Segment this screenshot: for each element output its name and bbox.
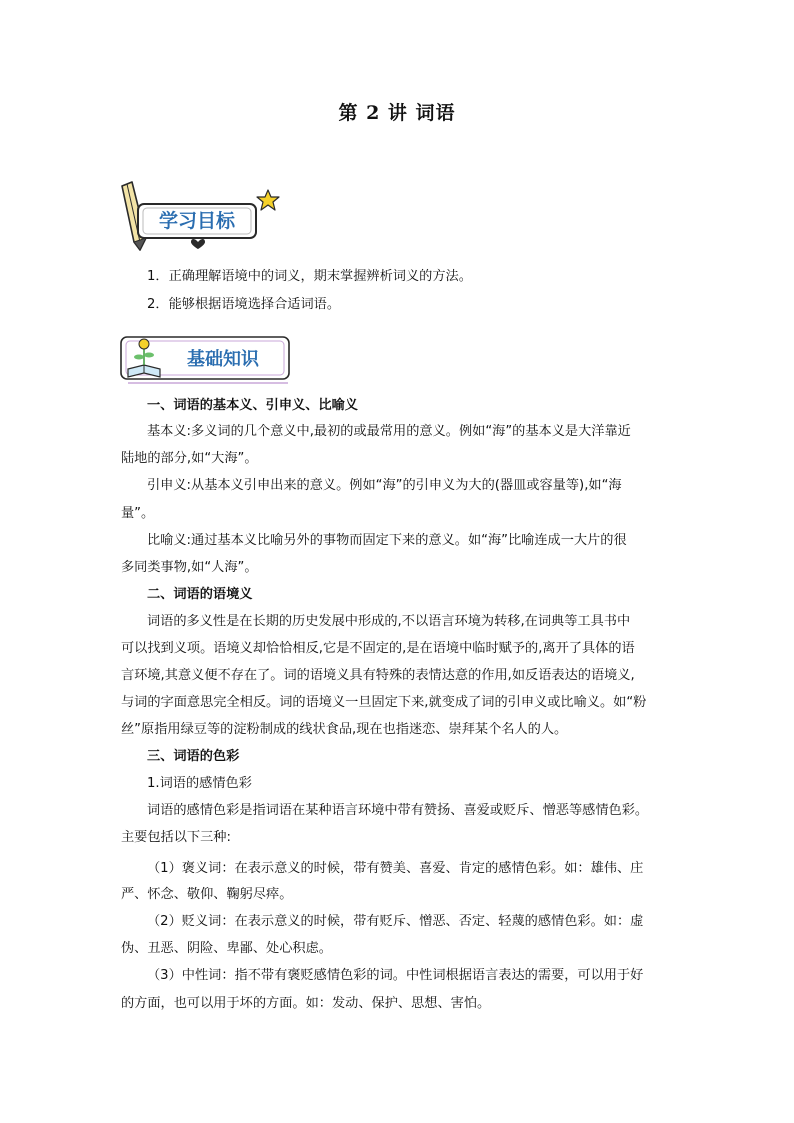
paragraph-line: 的方面，也可以用于坏的方面。如：发动、保护、思想、害怕。 bbox=[121, 996, 491, 1011]
paragraph-line: 比喻义:通过基本义比喻另外的事物而固定下来的意义。如“海”比喻连成一大片的很 bbox=[147, 533, 627, 548]
paragraph-line: （3）中性词：指不带有褒贬感情色彩的词。中性词根据语言表达的需要，可以用于好 bbox=[147, 968, 644, 983]
paragraph-line: 引申义:从基本义引申出来的意义。例如“海”的引申义为大的(器皿或容量等),如“海 bbox=[147, 478, 622, 493]
paragraph-line: 1.词语的感情色彩 bbox=[147, 776, 252, 791]
paragraph-line: 伪、丑恶、阴险、卑鄙、处心积虑。 bbox=[121, 941, 332, 956]
section-heading: 一、词语的基本义、引申义、比喻义 bbox=[147, 398, 358, 413]
banner-basics-label: 基础知识 bbox=[187, 349, 259, 370]
paragraph-line: 词语的感情色彩是指词语在某种语言环境中带有赞扬、喜爱或贬斥、憎恶等感情色彩。 bbox=[147, 803, 649, 818]
learning-goals-banner bbox=[118, 180, 283, 252]
paragraph-line: 可以找到义项。语境义却恰恰相反,它是不固定的,是在语境中临时赋予的,离开了具体的语 bbox=[121, 641, 635, 656]
star-icon bbox=[257, 190, 279, 210]
paragraph-line: 与词的字面意思完全相反。词的语境义一旦固定下来,就变成了词的引申义或比喻义。如“粉 bbox=[121, 695, 647, 710]
basic-knowledge-banner bbox=[118, 331, 296, 387]
paragraph-line: 陆地的部分,如“大海”。 bbox=[121, 451, 258, 466]
paragraph-line: 量”。 bbox=[121, 506, 155, 521]
banner-goals-label: 学习目标 bbox=[158, 210, 236, 232]
heart-icon bbox=[191, 239, 205, 249]
paragraph-line: 言环境,其意义便不存在了。词的语境义具有特殊的表情达意的作用,如反语表达的语境义, bbox=[121, 668, 635, 683]
paragraph-line: 丝”原指用绿豆等的淀粉制成的线状食品,现在也指迷恋、崇拜某个名人的人。 bbox=[121, 722, 568, 737]
paragraph-line: （1）褒义词：在表示意义的时候，带有赞美、喜爱、肯定的感情色彩。如：雄伟、庄 bbox=[147, 861, 644, 876]
goal-item: 2．能够根据语境选择合适词语。 bbox=[147, 297, 341, 312]
paragraph-line: 主要包括以下三种: bbox=[121, 830, 231, 845]
section-heading: 三、词语的色彩 bbox=[147, 749, 240, 764]
page-title: 第 2 讲 词语 bbox=[338, 102, 456, 124]
paragraph-line: 词语的多义性是在长期的历史发展中形成的,不以语言环境为转移,在词典等工具书中 bbox=[147, 614, 631, 629]
paragraph-line: （2）贬义词：在表示意义的时候，带有贬斥、憎恶、否定、轻蔑的感情色彩。如：虚 bbox=[147, 914, 644, 929]
goal-item: 1．正确理解语境中的词义，期末掌握辨析词义的方法。 bbox=[147, 269, 472, 284]
paragraph-line: 多同类事物,如“人海”。 bbox=[121, 560, 258, 575]
paragraph-line: 基本义:多义词的几个意义中,最初的或最常用的意义。例如“海”的基本义是大洋靠近 bbox=[147, 424, 631, 439]
paragraph-line: 严、怀念、敬仰、鞠躬尽瘁。 bbox=[121, 887, 293, 902]
section-heading: 二、词语的语境义 bbox=[147, 587, 253, 602]
